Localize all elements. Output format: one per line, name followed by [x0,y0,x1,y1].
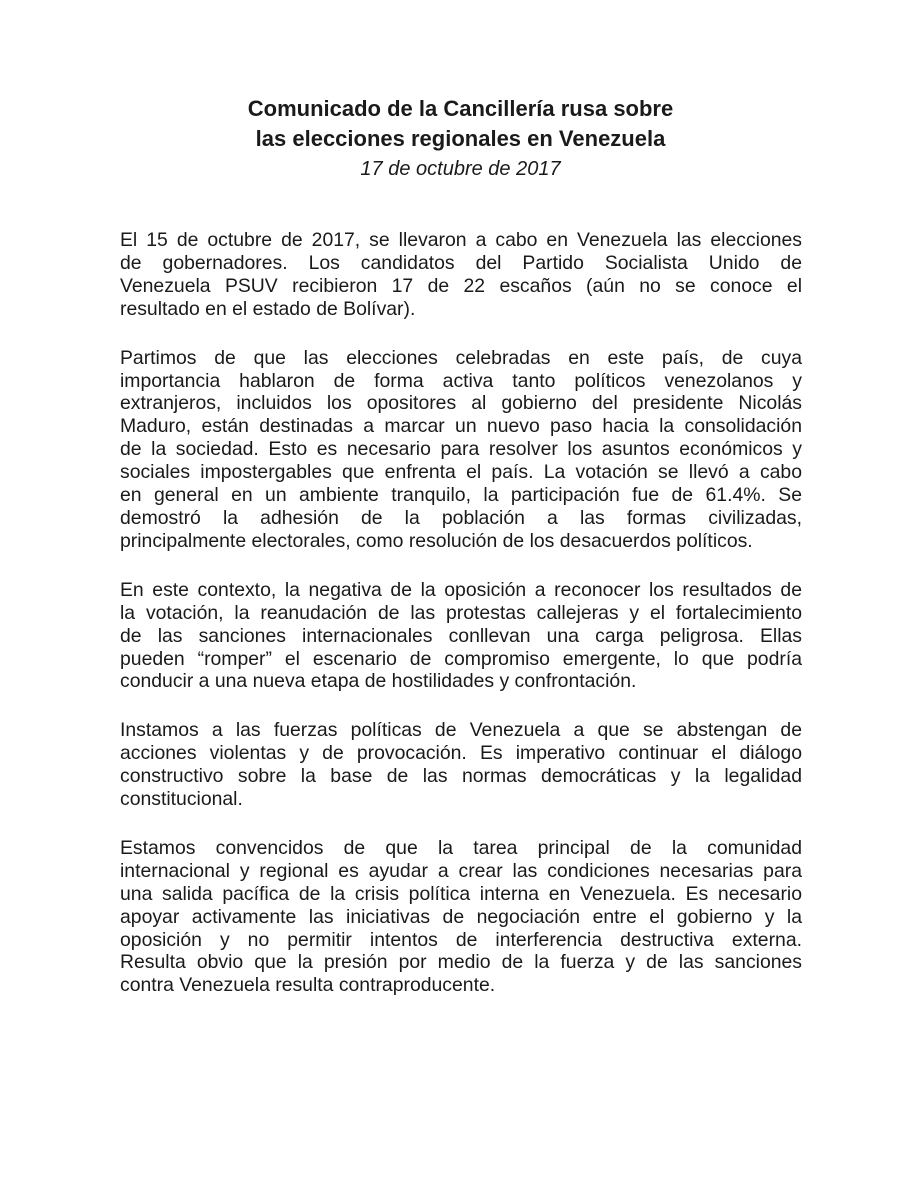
paragraph-line: pueden “romper” el escenario de compromiso emergente, lo que podría [120,647,802,670]
paragraph-line: importancia hablaron de forma activa tanto políticos venezolanos y [120,369,802,392]
paragraph-line: de la sociedad. Esto es necesario para resolver los asuntos económicos y [120,438,802,461]
paragraph-line: Partimos de que las elecciones celebradas en este país, de cuya [120,346,802,369]
document-body [120,229,802,1023]
paragraph-line: Instamos a las fuerzas políticas de Venezuela a que se abstengan de [120,719,802,742]
paragraph [120,579,802,694]
paragraph-line: oposición y no permitir intentos de interferencia destructiva externa. [120,928,802,951]
paragraph [120,719,802,811]
paragraph-line: apoyar activamente las iniciativas de negociación entre el gobierno y la [120,905,802,928]
paragraph-line: Resulta obvio que la presión por medio de la fuerza y de las sanciones [120,951,802,974]
document-title [0,94,921,154]
paragraph-line: extranjeros, incluidos los opositores al gobierno del presidente Nicolás [120,392,802,415]
paragraph-line: Maduro, están destinadas a marcar un nuevo paso hacia la consolidación [120,415,802,438]
paragraph [120,229,802,321]
paragraph-line: principalmente electorales, como resolución de los desacuerdos políticos. [120,529,753,552]
paragraph-line: la votación, la reanudación de las protestas callejeras y el fortalecimiento [120,601,802,624]
title-line: Comunicado de la Cancillería rusa sobre [247,96,674,121]
paragraph-line: una salida pacífica de la crisis política interna en Venezuela. Es necesario [120,882,802,905]
paragraph-line: Venezuela PSUV recibieron 17 de 22 escaños (aún no se conoce el [120,274,802,297]
paragraph [120,347,802,553]
paragraph-line: constitucional. [120,788,243,811]
paragraph-line: demostró la adhesión de la población a las formas civilizadas, [120,506,802,529]
title-line: las elecciones regionales en Venezuela [255,126,666,151]
paragraph-line: internacional y regional es ayudar a crear las condiciones necesarias para [120,859,802,882]
paragraph-line: acciones violentas y de provocación. Es imperativo continuar el diálogo [120,742,802,765]
paragraph-line: constructivo sobre la base de las normas democráticas y la legalidad [120,765,802,788]
paragraph-line: resultado en el estado de Bolívar). [120,297,416,320]
paragraph-line: Estamos convencidos de que la tarea principal de la comunidad [120,836,802,859]
paragraph-line: En este contexto, la negativa de la oposición a reconocer los resultados de [120,578,802,601]
paragraph-line: sociales impostergables que enfrenta el país. La votación se llevó a cabo [120,461,802,484]
paragraph-line: de gobernadores. Los candidatos del Partido Socialista Unido de [120,251,802,274]
paragraph-line: de las sanciones internacionales conllevan una carga peligrosa. Ellas [120,624,802,647]
document-header [0,94,921,182]
paragraph-line: conducir a una nueva etapa de hostilidades y confrontación. [120,670,637,693]
paragraph-line: El 15 de octubre de 2017, se llevaron a cabo en Venezuela las elecciones [120,229,802,251]
paragraph [120,837,802,997]
paragraph-line: en general en un ambiente tranquilo, la participación fue de 61.4%. Se [120,484,802,507]
paragraph-line: contra Venezuela resulta contraproducente. [120,974,496,997]
document-date: 17 de octubre de 2017 [360,158,561,180]
